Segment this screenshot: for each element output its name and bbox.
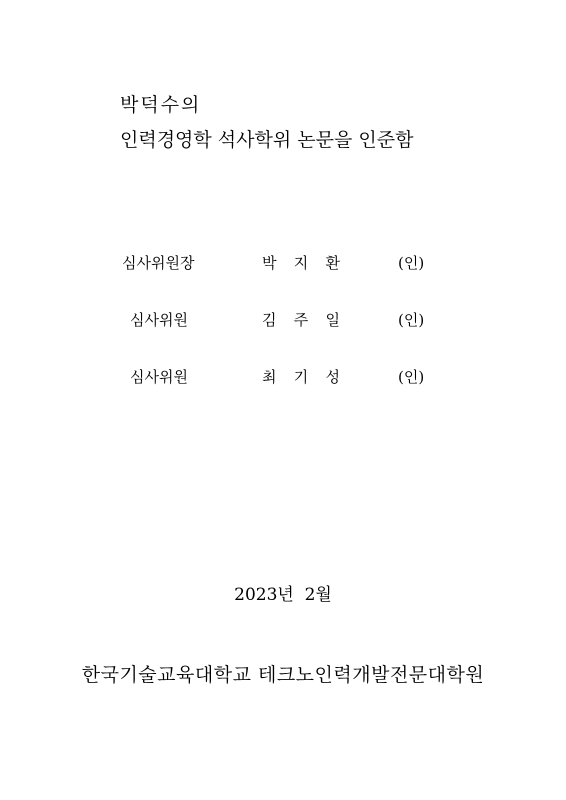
seal-mark: (인) bbox=[398, 254, 425, 272]
committee-row-chair bbox=[0, 253, 566, 273]
committee-member-name bbox=[262, 310, 340, 330]
committee-role: 심사위원장 bbox=[122, 254, 195, 272]
name-char: 김 bbox=[262, 311, 277, 329]
author-line: 박덕수의 bbox=[120, 94, 202, 116]
name-char: 기 bbox=[293, 368, 309, 386]
committee-role: 심사위원 bbox=[130, 311, 188, 329]
seal-mark: (인) bbox=[398, 311, 425, 329]
committee-row-member bbox=[0, 310, 566, 330]
name-char: 주 bbox=[293, 311, 309, 329]
seal-mark: (인) bbox=[398, 368, 425, 386]
name-char: 박 bbox=[262, 254, 277, 272]
committee-member-name bbox=[262, 367, 340, 387]
committee-role: 심사위원 bbox=[130, 368, 188, 386]
institution-name: 한국기술교육대학교 테크노인력개발전문대학원 bbox=[81, 664, 485, 686]
certification-statement: 인력경영학 석사학위 논문을 인준함 bbox=[120, 129, 414, 151]
committee-member-name bbox=[262, 253, 340, 273]
committee-row-member bbox=[0, 367, 566, 387]
name-char: 일 bbox=[325, 311, 340, 329]
name-char: 지 bbox=[293, 254, 309, 272]
approval-date: 2023년 2월 bbox=[234, 585, 332, 605]
name-char: 성 bbox=[325, 368, 340, 386]
name-char: 최 bbox=[262, 368, 277, 386]
name-char: 환 bbox=[325, 254, 340, 272]
